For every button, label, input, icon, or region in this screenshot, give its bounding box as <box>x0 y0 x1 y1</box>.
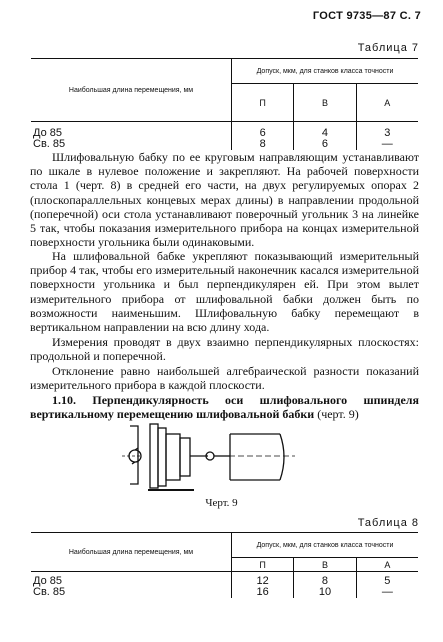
table-8-cell: 10 <box>294 587 356 598</box>
table-8-cell: 8 <box>294 572 356 588</box>
table-8-cell: — <box>381 586 393 598</box>
table-8-class-a: А <box>356 558 418 572</box>
paragraph-3: Измерения проводят в двух взаимно перпендикулярных плоскостях: продольной и поперечной. <box>30 335 419 364</box>
figure-9-drawing <box>120 414 300 494</box>
table-8-row-header: Наибольшая длина перемещения, мм <box>31 533 231 572</box>
table-8-cell: 16 <box>231 587 293 598</box>
table-8-row-label: Св. 85 <box>31 587 231 598</box>
table-7-caption: Таблица 7 <box>357 42 419 54</box>
table-7-class-a: А <box>356 84 418 122</box>
section-heading: 1.10. Перпендикулярность оси шлифовального шпинделя вертикальному перемещению шлифовальной бабки (черт. 9) <box>30 393 420 422</box>
table-7-row-header: Наибольшая длина перемещения, мм <box>31 59 232 122</box>
paragraph-4: Отклонение равно наибольшей алгебраической разности показаний измерительного прибора в каждой плоскости. <box>30 364 419 393</box>
page-header: ГОСТ 9735—87 С. 7 <box>312 10 421 22</box>
table-7-class-p: П <box>232 84 294 122</box>
table-8-caption: Таблица 8 <box>357 517 419 529</box>
table-7-cell: 3 <box>384 127 391 139</box>
table-7-cell: — <box>381 138 393 150</box>
table-7-class-v: В <box>294 84 356 122</box>
table-8-cell: 5 <box>384 575 391 587</box>
table-8-group-header: Допуск, мкм, для станков класса точности <box>231 533 418 558</box>
table-7-cell: 8 <box>232 139 294 150</box>
figure-9-caption: Черт. 9 <box>205 497 238 509</box>
table-7-cell: 4 <box>294 122 356 140</box>
paragraph-1: Шлифовальную бабку по ее круговым направляющим устанавливают по шкале в нулевое положение и закрепляют. На рабочей поверхности стола 1 (черт. 8) в средней его части, на двух регулируемых опорах 2 (плоскопараллельных концевых мерах длины) в направлении продольной (поперечной) оси стола устанавливают поверочный угольник 3 на линейке 5 так, чтобы показания измерительного прибора на концах измерительной поверхности угольника были одинаковыми. <box>30 150 419 250</box>
table-8-row-label: До 85 <box>31 572 231 588</box>
table-7-row-label: До 85 <box>31 122 232 140</box>
table-8-cell: 12 <box>231 572 293 588</box>
table-7-row-label: Св. 85 <box>31 139 232 150</box>
table-7 <box>31 58 418 150</box>
table-7-group-header: Допуск, мкм, для станков класса точности <box>232 59 418 84</box>
table-8 <box>31 532 418 598</box>
table-7-cell: 6 <box>294 139 356 150</box>
paragraph-2: На шлифовальной бабке укрепляют показывающий измерительный прибор 4 так, чтобы его измерительный наконечник касался измерительной поверхности угольника и был перпендикулярен ей. При этом вылет измерительного прибора от шлифовальной бабки должен быть по возможности наименьшим. Шлифовальную бабку перемещают в вертикальном направлении на всю длину хода. <box>30 249 419 335</box>
table-7-cell: 6 <box>232 122 294 140</box>
table-8-class-p: П <box>231 558 293 572</box>
table-8-class-v: В <box>294 558 356 572</box>
